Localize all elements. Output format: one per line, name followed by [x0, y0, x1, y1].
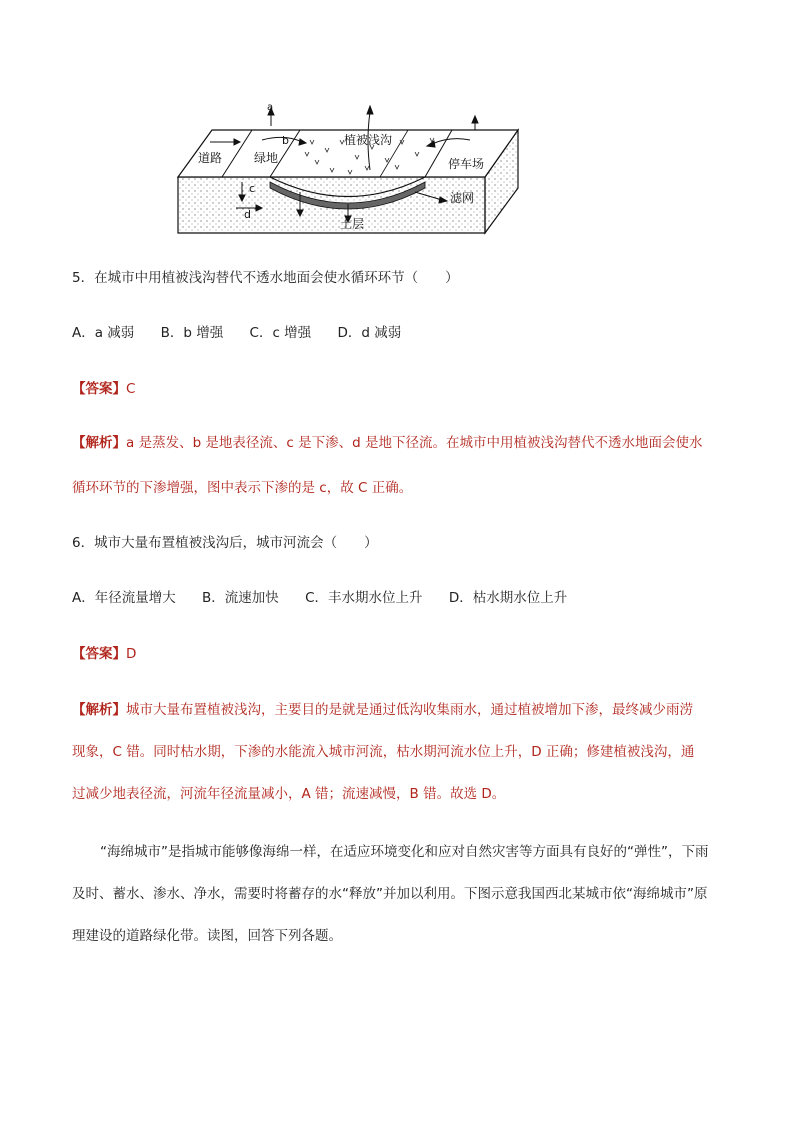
label-soil: 土层	[340, 217, 365, 231]
answer-value: C	[126, 381, 136, 397]
q6-option-a: A．年径流量增大	[72, 590, 176, 606]
q6-option-b: B．流速加快	[202, 590, 279, 606]
q6-option-c: C．丰水期水位上升	[305, 590, 423, 606]
answer-tag: 【答案】	[72, 381, 126, 397]
label-c: c	[249, 182, 256, 195]
label-filter: 滤网	[450, 191, 475, 205]
q5-option-d: D．d 减弱	[337, 325, 402, 341]
answer-tag: 【答案】	[72, 646, 126, 662]
q5-option-a: A．a 减弱	[72, 325, 135, 341]
ditch-diagram	[170, 100, 520, 240]
intro-line3: 理建设的道路绿化带。读图，回答下列各题。	[72, 928, 342, 944]
q6-analysis-line1: 【解析】城市大量布置植被浅沟，主要目的是就是通过低沟收集雨水，通过植被增加下渗，最终减少雨涝	[72, 702, 693, 718]
intro-line1: “海绵城市”是指城市能够像海绵一样，在适应环境变化和应对自然灾害等方面具有良好的“弹性”，下雨	[100, 844, 709, 860]
q6-option-d: D．枯水期水位上升	[448, 590, 568, 606]
analysis-tag: 【解析】	[72, 435, 126, 451]
q6-options	[72, 588, 589, 608]
label-road: 道路	[198, 151, 223, 165]
label-b: b	[282, 134, 289, 147]
q6-stem: 6．城市大量布置植被浅沟后，城市河流会（ ）	[72, 535, 378, 551]
q6-analysis-line3: 过减少地表径流，河流年径流量减小，A 错；流速减慢，B 错。故选 D。	[72, 786, 506, 802]
answer-value: D	[126, 646, 137, 662]
q5-answer	[72, 379, 135, 399]
q5-options	[72, 323, 423, 343]
label-green: 绿地	[254, 151, 279, 165]
q6-analysis-line2: 现象，C 错。同时枯水期，下渗的水能流入城市河流，枯水期河流水位上升，D 正确；修建植被浅沟，通	[72, 744, 695, 760]
label-parking: 停车场	[448, 157, 485, 171]
q5-option-b: B．b 增强	[160, 325, 224, 341]
intro-line2: 及时、蓄水、渗水、净水，需要时将蓄存的水“释放”并加以利用。下图示意我国西北某城市依“海绵城市”原	[72, 886, 708, 902]
q6-answer	[72, 644, 136, 664]
label-a: a	[267, 102, 274, 113]
q5-stem: 5．在城市中用植被浅沟替代不透水地面会使水循环环节（ ）	[72, 270, 459, 286]
label-d: d	[244, 208, 251, 221]
q5-analysis-line1: 【解析】a 是蒸发、b 是地表径流、c 是下渗、d 是地下径流。在城市中用植被浅沟替代不透水地面会使水	[72, 435, 703, 451]
q5-option-c: C．c 增强	[249, 325, 312, 341]
q5-analysis-line2: 循环环节的下渗增强，图中表示下渗的是 c，故 C 正确。	[72, 480, 413, 496]
label-ditch: 植被浅沟	[344, 133, 393, 147]
analysis-tag: 【解析】	[72, 702, 126, 718]
